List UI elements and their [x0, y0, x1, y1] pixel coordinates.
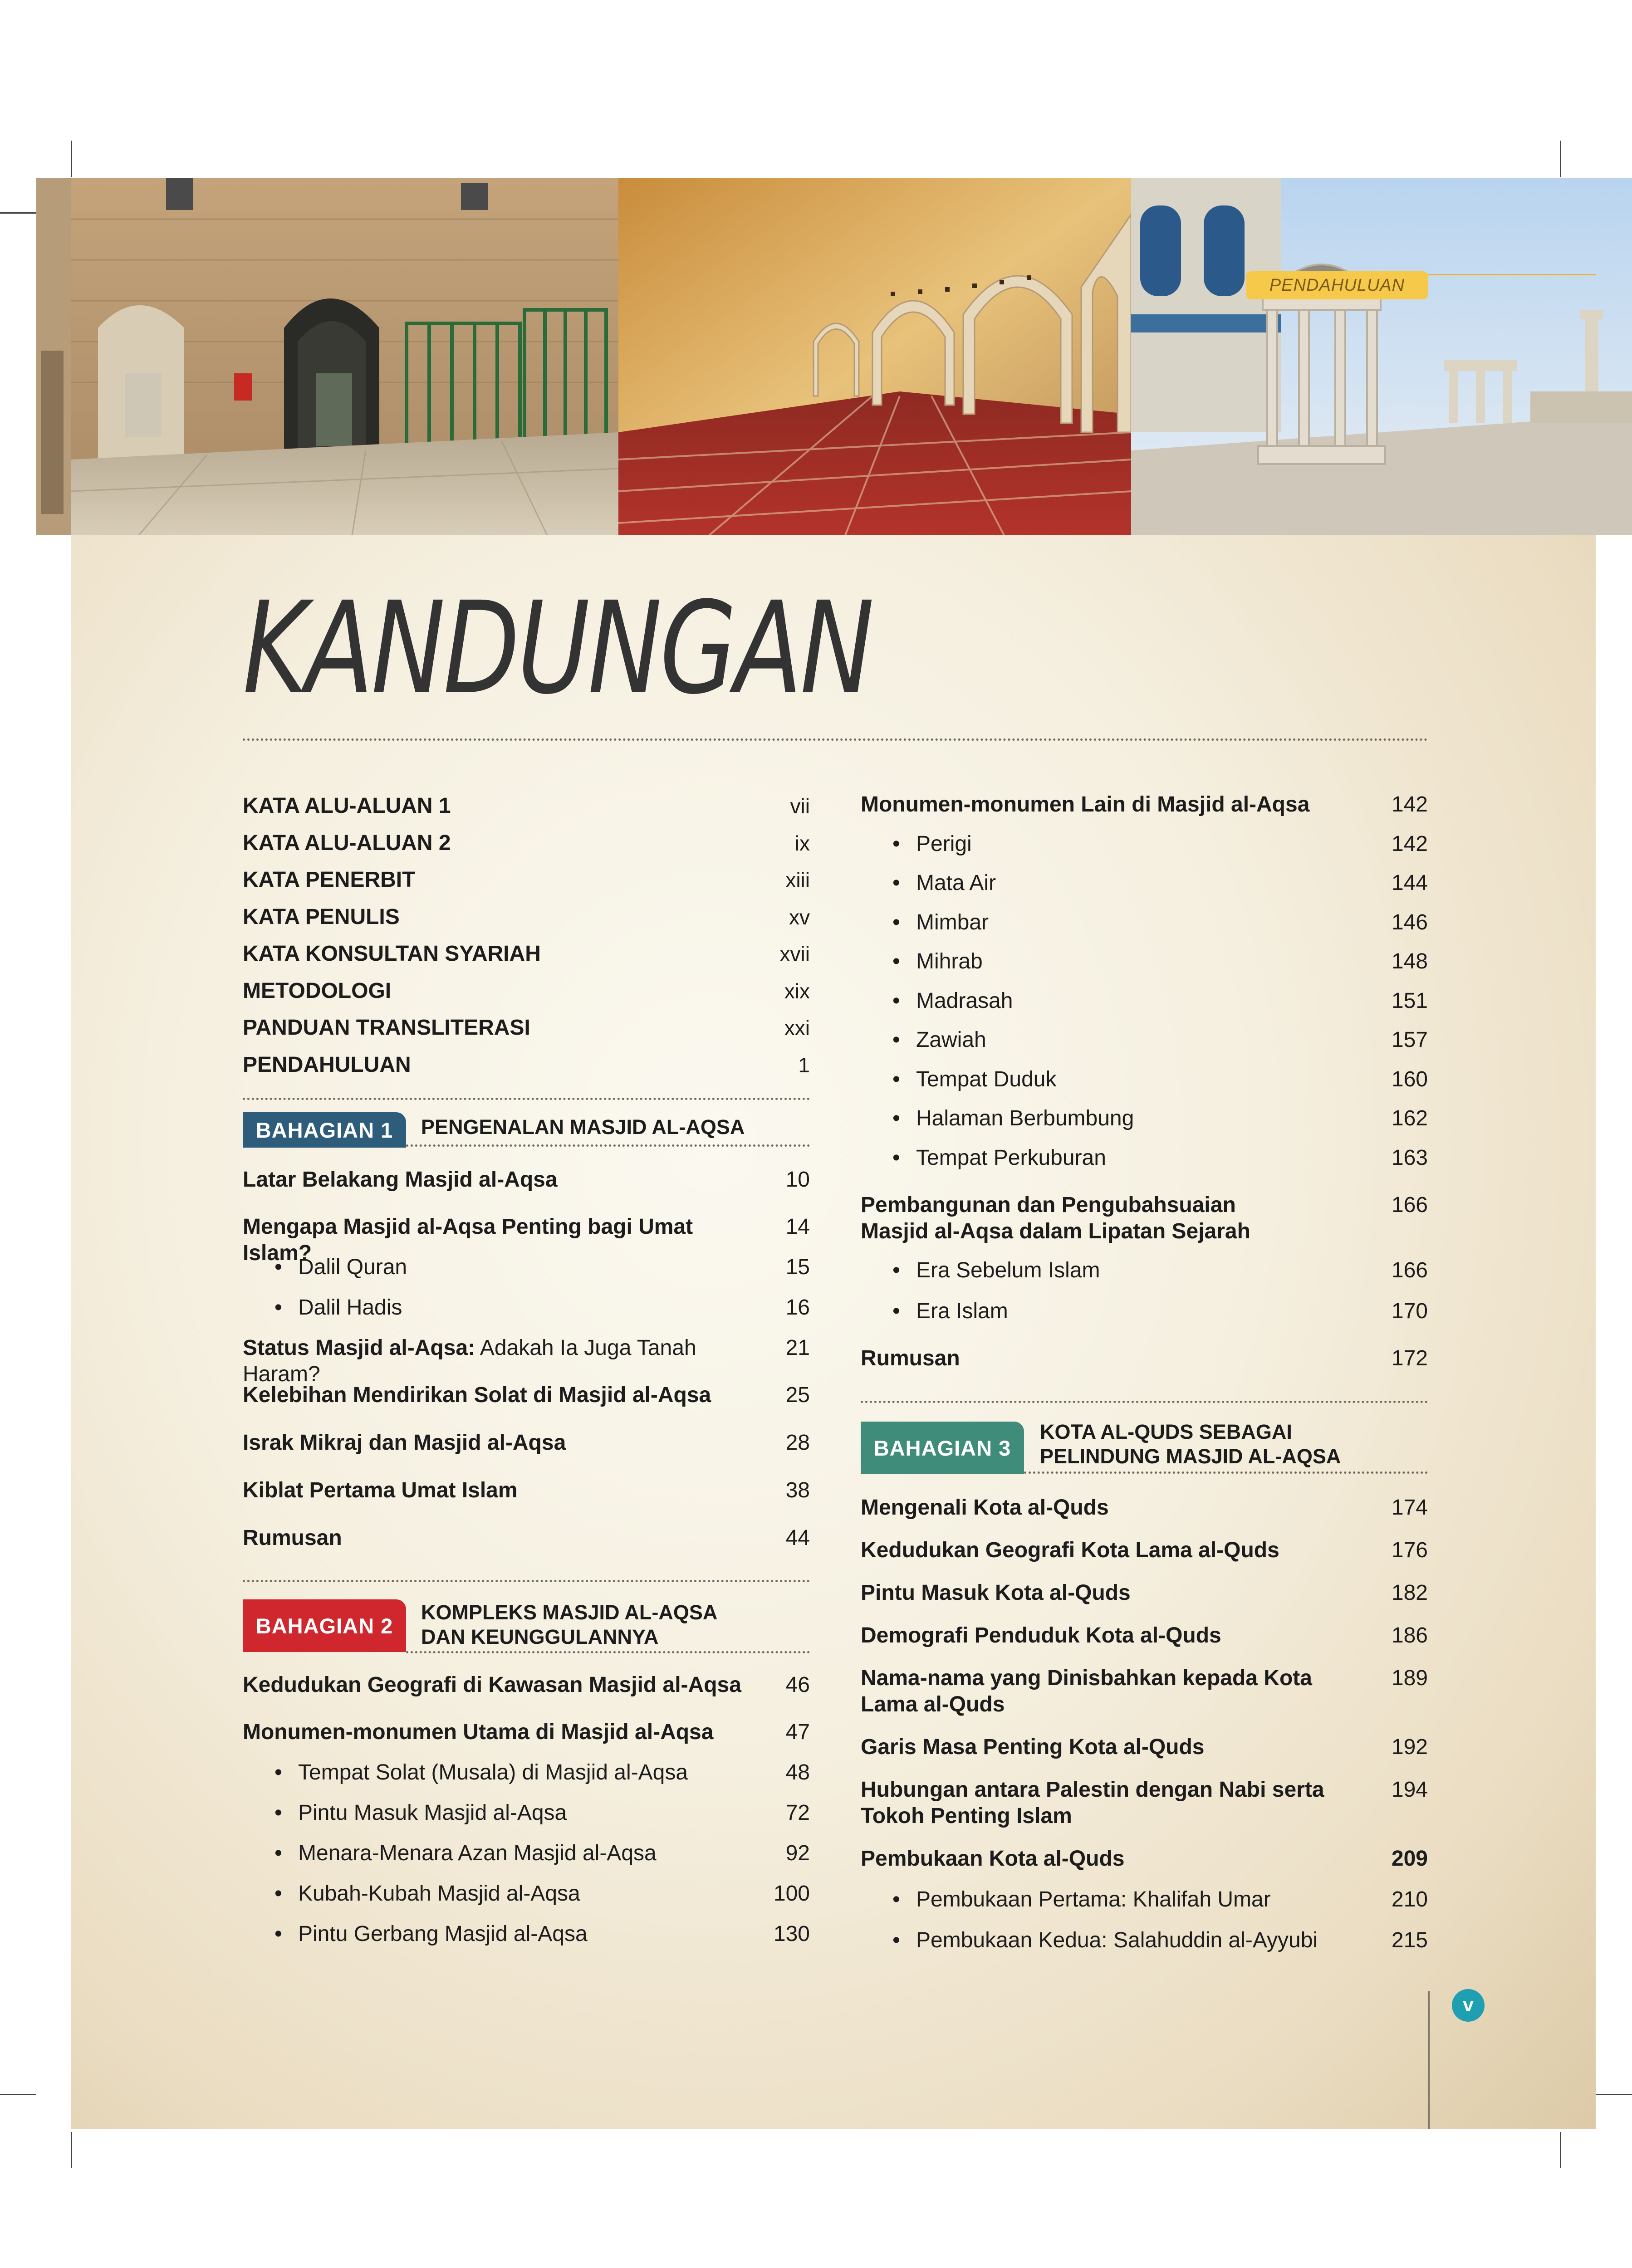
crop-mark [1560, 2132, 1561, 2168]
toc-entry [861, 1623, 1428, 1649]
toc-subentry [861, 870, 1428, 896]
part3-title-line2: PELINDUNG MASJID AL-AQSA [1040, 1445, 1341, 1468]
toc-page-number: xv [789, 905, 810, 929]
toc-entry [243, 1052, 810, 1078]
toc-page-number: 194 [1391, 1778, 1428, 1802]
toc-entry-title: • Dalil Quran [274, 1254, 755, 1281]
toc-page-number: 28 [785, 1431, 810, 1455]
toc-entry-title: Mengapa Masjid al-Aqsa Penting bagi Umat Islam? [243, 1215, 693, 1265]
crop-mark [0, 212, 36, 214]
toc-page-number: 151 [1391, 989, 1428, 1013]
toc-entry [861, 1192, 1428, 1245]
toc-page-number: 44 [785, 1526, 810, 1550]
page-number-rule [1428, 1991, 1430, 2129]
toc-entry-title: Pintu Masuk Kota al-Quds [861, 1581, 1131, 1605]
toc-subentry [861, 1027, 1428, 1053]
toc-entry-title: KATA PENULIS [243, 905, 400, 929]
toc-entry [861, 1495, 1428, 1521]
toc-subentry [243, 1760, 810, 1786]
part3-title [1040, 1420, 1341, 1469]
toc-page-number: 144 [1391, 871, 1428, 895]
toc-entry [243, 904, 810, 930]
toc-entry-title: • Pintu Gerbang Masjid al-Aqsa [274, 1921, 755, 1947]
toc-subentry [861, 1105, 1428, 1132]
toc-entry-title: • Tempat Perkuburan [892, 1145, 1373, 1171]
part2-title-underline [406, 1651, 810, 1653]
toc-page-number: 1 [798, 1053, 810, 1077]
toc-entry-title: KATA ALU-ALUAN 2 [243, 831, 451, 855]
toc-entry [243, 1335, 810, 1388]
toc-entry-title: Kelebihan Mendirikan Solat di Masjid al-Aqsa [243, 1383, 711, 1407]
photo-edge-strip [36, 178, 71, 535]
toc-page-number: 166 [1391, 1258, 1428, 1282]
toc-entry-title-bold: Status Masjid al-Aqsa: [243, 1336, 475, 1360]
section-divider [861, 1401, 1428, 1403]
part2-badge [243, 1599, 406, 1652]
part2-title [421, 1600, 717, 1649]
toc-entry [861, 1665, 1428, 1718]
toc-subentry [243, 1254, 810, 1281]
toc-page-number: 16 [785, 1295, 810, 1320]
toc-entry-title: • Pintu Masuk Masjid al-Aqsa [274, 1800, 755, 1826]
toc-entry [243, 867, 810, 893]
part3-title-line1: KOTA AL-QUDS SEBAGAI [1040, 1420, 1292, 1443]
toc-entry-title: METODOLOGI [243, 979, 392, 1003]
part2-title-line2: DAN KEUNGGULANNYA [421, 1625, 659, 1648]
toc-subentry [243, 1840, 810, 1867]
toc-subentry [861, 831, 1428, 857]
toc-entry-title: • Madrasah [892, 988, 1373, 1014]
toc-entry [243, 1167, 810, 1193]
toc-entry-title: • Halaman Berbumbung [892, 1105, 1373, 1132]
toc-page-number: ix [794, 831, 810, 855]
toc-page-number: 15 [785, 1255, 810, 1279]
toc-entry [243, 941, 810, 967]
toc-subentry [243, 1800, 810, 1826]
toc-entry-title: • Era Sebelum Islam [892, 1257, 1373, 1284]
toc-page-number: 142 [1391, 832, 1428, 856]
section-tag: PENDAHULUAN [1246, 271, 1428, 299]
toc-page-number: 21 [785, 1336, 810, 1360]
toc-page-number: vii [790, 794, 810, 818]
toc-entry-title: • Pembukaan Pertama: Khalifah Umar [892, 1887, 1373, 1913]
toc-page-number: 38 [785, 1478, 810, 1502]
toc-entry-title: Kedudukan Geografi Kota Lama al-Quds [861, 1538, 1279, 1562]
part3-title-underline [1024, 1471, 1428, 1474]
toc-entry-title-line2: Masjid al-Aqsa dalam Lipatan Sejarah [861, 1219, 1250, 1243]
toc-entry [861, 792, 1428, 818]
toc-entry-title-line1: Hubungan antara Palestin dengan Nabi serta [861, 1778, 1324, 1802]
toc-page-number: 176 [1391, 1538, 1428, 1562]
toc-entry-title: Kiblat Pertama Umat Islam [243, 1478, 518, 1502]
toc-entry [243, 1382, 810, 1408]
toc-page-number: 174 [1391, 1496, 1428, 1520]
toc-entry-title: Rumusan [243, 1526, 342, 1550]
toc-entry [243, 1672, 810, 1698]
toc-entry-title: • Era Islam [892, 1298, 1373, 1325]
toc-entry [861, 1846, 1428, 1872]
toc-entry-title: Mengenali Kota al-Quds [861, 1496, 1109, 1520]
toc-page-number: 46 [785, 1673, 810, 1697]
toc-entry-title-line2: Lama al-Quds [861, 1692, 1005, 1716]
toc-subentry [861, 948, 1428, 975]
toc-entry [861, 1537, 1428, 1564]
toc-entry-title [861, 1192, 1373, 1245]
toc-entry-title: • Dalil Hadis [274, 1295, 755, 1321]
toc-entry [243, 1015, 810, 1041]
toc-entry-title: Pembukaan Kota al-Quds [861, 1847, 1125, 1871]
photo-prayer-hall-arches [618, 178, 1131, 535]
toc-page-number: 192 [1391, 1735, 1428, 1759]
toc-entry-title: Kedudukan Geografi di Kawasan Masjid al-Aqsa [243, 1673, 741, 1697]
toc-entry-title: • Mihrab [892, 948, 1373, 975]
toc-page-number: 210 [1391, 1887, 1428, 1911]
crop-mark [0, 2094, 36, 2095]
section-divider [243, 1580, 810, 1582]
toc-entry-title: Latar Belakang Masjid al-Aqsa [243, 1168, 558, 1192]
toc-entry-title: Rumusan [861, 1346, 960, 1370]
toc-entry-title-line1: Nama-nama yang Dinisbahkan kepada Kota [861, 1666, 1312, 1690]
toc-entry-title-line2: Tokoh Penting Islam [861, 1804, 1072, 1828]
toc-entry-title: • Tempat Solat (Musala) di Masjid al-Aqsa [274, 1760, 755, 1786]
toc-entry-title: • Perigi [892, 831, 1373, 857]
toc-subentry [861, 1066, 1428, 1093]
section-tag-rule [1428, 274, 1596, 275]
toc-entry [243, 793, 810, 819]
toc-entry-title-rest: Adakah Ia Juga Tanah Haram? [243, 1336, 696, 1386]
toc-page-number: 10 [785, 1168, 810, 1192]
toc-page-number: 160 [1391, 1067, 1428, 1091]
toc-subentry [861, 1257, 1428, 1284]
toc-subentry [243, 1295, 810, 1321]
toc-entry-title: Garis Masa Penting Kota al-Quds [861, 1735, 1205, 1759]
toc-entry [243, 1525, 810, 1551]
toc-entry [243, 1719, 810, 1745]
toc-page-number: 163 [1391, 1146, 1428, 1170]
toc-page-number: 182 [1391, 1581, 1428, 1605]
toc-entry-title [861, 1777, 1373, 1829]
part3-badge-label: BAHAGIAN 3 [873, 1436, 1011, 1460]
toc-entry [861, 1580, 1428, 1606]
toc-page-number: 215 [1391, 1928, 1428, 1952]
part1-badge-label: BAHAGIAN 1 [255, 1118, 393, 1142]
toc-page-number: 162 [1391, 1106, 1428, 1130]
toc-entry-title: PANDUAN TRANSLITERASI [243, 1016, 530, 1040]
page-title: KANDUNGAN [243, 575, 872, 723]
part3-badge [861, 1422, 1024, 1474]
toc-entry-title: Monumen-monumen Lain di Masjid al-Aqsa [861, 792, 1310, 816]
toc-entry [243, 1430, 810, 1456]
toc-entry-title: KATA ALU-ALUAN 1 [243, 794, 451, 818]
toc-subentry [243, 1921, 810, 1947]
toc-page-number: 47 [785, 1720, 810, 1744]
toc-entry-title: KATA PENERBIT [243, 868, 416, 892]
toc-page-number: 25 [785, 1383, 810, 1407]
toc-page-number: 48 [785, 1760, 810, 1784]
toc-page-number: 72 [785, 1801, 810, 1825]
toc-page-number: 186 [1391, 1623, 1428, 1647]
part1-badge [243, 1112, 406, 1148]
photo-gate-courtyard [71, 178, 618, 535]
toc-entry-title: • Pembukaan Kedua: Salahuddin al-Ayyubi [892, 1927, 1373, 1954]
title-divider [243, 738, 1428, 741]
crop-mark [71, 141, 72, 177]
toc-entry-title: PENDAHULUAN [243, 1053, 411, 1077]
toc-entry-title: Monumen-monumen Utama di Masjid al-Aqsa [243, 1720, 714, 1744]
toc-subentry [243, 1881, 810, 1907]
toc-subentry [861, 1887, 1428, 1913]
toc-entry-title [861, 1665, 1373, 1718]
toc-entry-title: • Mata Air [892, 870, 1373, 896]
toc-subentry [861, 909, 1428, 936]
toc-entry-title: Demografi Penduduk Kota al-Quds [861, 1623, 1221, 1647]
toc-entry [243, 830, 810, 856]
toc-page-number: 189 [1391, 1666, 1428, 1690]
toc-entry [861, 1777, 1428, 1829]
photo-dome-courtyard [1131, 178, 1632, 535]
toc-page-number: 209 [1391, 1847, 1428, 1871]
toc-page-number: xiii [785, 868, 810, 892]
toc-page-number: 130 [773, 1922, 810, 1946]
toc-page-number: xix [784, 979, 810, 1003]
part2-badge-label: BAHAGIAN 2 [255, 1613, 393, 1638]
toc-page-number: 148 [1391, 949, 1428, 973]
toc-entry-title: • Mimbar [892, 909, 1373, 936]
toc-page-number: xvii [779, 942, 810, 966]
toc-page-number: xxi [784, 1016, 810, 1040]
crop-mark [1560, 141, 1561, 177]
toc-subentry [861, 988, 1428, 1014]
toc-entry [861, 1345, 1428, 1372]
toc-entry-title [243, 1335, 755, 1388]
toc-page-number: 172 [1391, 1346, 1428, 1370]
section-divider [243, 1098, 810, 1100]
toc-page-number: 92 [785, 1841, 810, 1865]
part2-title-line1: KOMPLEKS MASJID AL-AQSA [421, 1601, 718, 1624]
toc-subentry [861, 1927, 1428, 1954]
toc-entry-title: • Kubah-Kubah Masjid al-Aqsa [274, 1881, 755, 1907]
toc-entry-title: • Menara-Menara Azan Masjid al-Aqsa [274, 1840, 755, 1867]
toc-entry [861, 1734, 1428, 1760]
page-number: v [1452, 1989, 1485, 2022]
toc-page-number: 14 [785, 1215, 810, 1239]
toc-page-number: 166 [1391, 1193, 1428, 1217]
toc-subentry [861, 1298, 1428, 1325]
toc-entry-title: KATA KONSULTAN SYARIAH [243, 942, 541, 966]
toc-entry-title: • Zawiah [892, 1027, 1373, 1053]
toc-entry [243, 1477, 810, 1504]
toc-entry [243, 978, 810, 1004]
crop-mark [71, 2132, 72, 2168]
toc-entry-title: • Tempat Duduk [892, 1066, 1373, 1093]
toc-entry-title: Israk Mikraj dan Masjid al-Aqsa [243, 1431, 566, 1455]
toc-subentry [861, 1145, 1428, 1171]
toc-page-number: 146 [1391, 910, 1428, 934]
toc-page-number: 170 [1391, 1299, 1428, 1323]
crop-mark [1596, 2094, 1632, 2095]
header-photo-banner [36, 178, 1596, 535]
toc-page-number: 142 [1391, 792, 1428, 816]
toc-entry-title-line1: Pembangunan dan Pengubahsuaian [861, 1193, 1236, 1217]
part1-title-underline [406, 1144, 810, 1147]
toc-page-number: 157 [1391, 1028, 1428, 1052]
part1-title: PENGENALAN MASJID AL-AQSA [421, 1115, 745, 1139]
toc-page-number: 100 [773, 1882, 810, 1906]
